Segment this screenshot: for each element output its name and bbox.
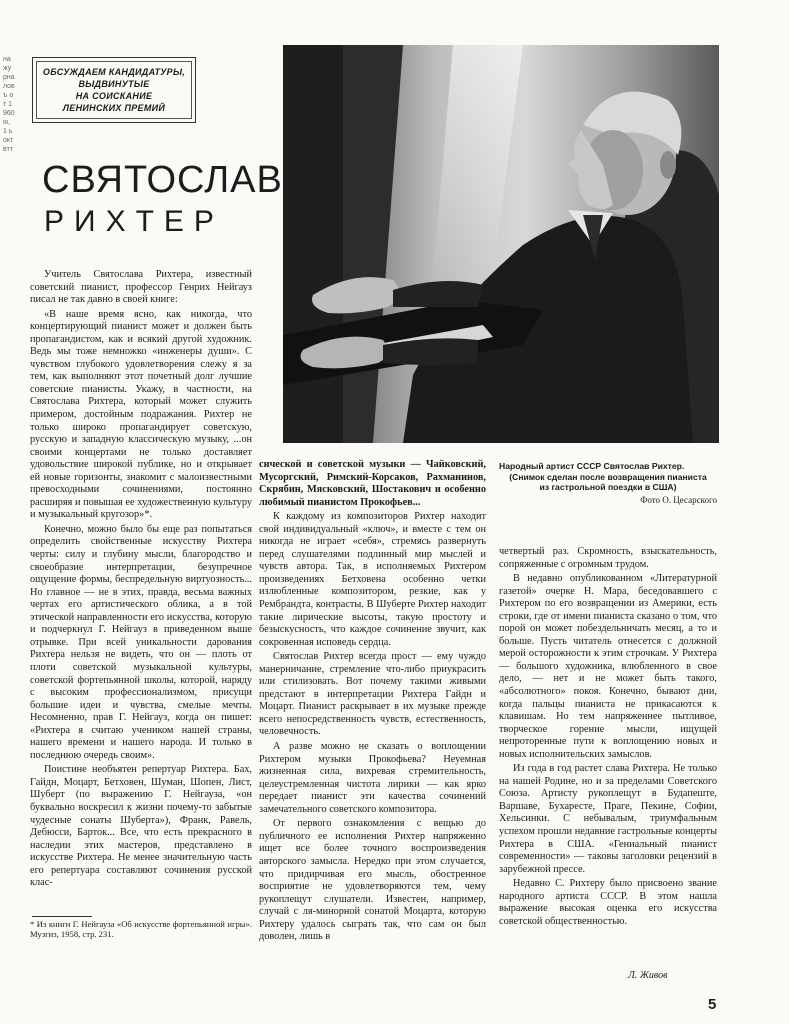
edge-stray-marks: на журналовъ от 1960 ю, 1 ьокт втт <box>3 56 15 153</box>
page-number: 5 <box>708 996 717 1013</box>
paragraph: Учитель Святослава Рихтера, известный советский пианист, профессор Генрих Нейгауз писал не так давно в своей книге: <box>30 269 252 306</box>
paragraph: А разве можно не сказать о воплощении Рихтером музыки Прокофьева? Неуемная жизненная сила, вихревая стремительность, целеустремленная чистота лирики — как ярко передает пианист эти качества сочинений замечательного советского композитора. <box>259 741 486 815</box>
article-title-first-name: СВЯТОСЛАВ <box>42 159 283 201</box>
rubric-line: НА СОИСКАНИЕ <box>75 91 153 101</box>
paragraph: В недавно опубликованном «Литературной газетой» очерке Н. Мара, беседовавшего с Рихтером по его возвращении из Америки, есть строки, где от имени пианиста сказано о том, что порой он может побездельничать месяц, а то и больше. Пусть читатель отнесется с должной мерой осторожности к этим строчкам. У Рихтера — большого художника, влюбленного в свое дело, — нет и не может быть такого, «абсолютного» покоя. Конечно, бывают дни, когда пальцы пианиста не прикасаются к клавишам. Но тем напряженнее пытливое, творческое горение мысли, ищущей непроторенные пути к воплощению новых и новых исполнительских замыслов. <box>499 573 717 760</box>
author-signature: Л. Живов <box>628 970 668 981</box>
paragraph: Из года в год растет слава Рихтера. Не только на нашей Родине, но и за пределами Советского Союза. Артисту рукоплещут в Будапеште, Варшаве, Бухаресте, Праге, Пекине, Софии, Хельсинки. С небывалым, триумфальным успехом прошли недавние гастрольные концерты Рихтера в США. «Гениальный пианист современности» — таковы заголовки рецензий в зарубежной прессе. <box>499 763 717 875</box>
rubric-box <box>32 57 196 123</box>
footnote-rule <box>32 916 92 917</box>
paragraph: Поистине необъятен репертуар Рихтера. Бах, Гайдн, Моцарт, Бетховен, Шуман, Шопен, Лист, Шуберт (по выражению Г. Нейгауза, «он буквально воскресил к жизни почему-то забытые чудесные сонаты Шуберта»), Франк, Равель, Дебюсси, Барток... Все, что есть прекрасного в наследии этих мастеров, представлено в искусстве Рихтера. Не менее значительную часть его репертуара составляют сочинения русской клас- <box>30 764 252 889</box>
photo-credit: Фото О. Цесарского <box>640 494 717 505</box>
caption-note-line2: из гастрольной поездки в США) <box>539 482 677 492</box>
article-column-2 <box>259 459 486 946</box>
rubric-inner <box>36 61 192 119</box>
article-column-1 <box>30 269 252 892</box>
rubric-line: ВЫДВИНУТЫЕ <box>78 79 150 89</box>
quote-paragraph: «В наше время ясно, как никогда, что концертирующий пианист может и должен быть пропагандистом, как и всякий другой художник. Ведь мы тоже немножко «инженеры души». С чувством глубокого удовлетворения слежу я за тем, как выполняют этот почетный долг лучшие советские пианисты. Укажу, в частности, на Святослава Рихтера, который может служить примером, достойным подражания. Рихтер не только широко пропагандирует советскую, русскую и западную классическую музыку, ...он своими концертами не только доставляет удовольствие широкой публике, но и открывает ей новые горизонты, знакомит с малоизвестными превосходными сочинениями, постоянно расширяя и повышая ее художественную культуру и музыкальный кругозор»*. <box>30 308 252 521</box>
paragraph: Конечно, можно было бы еще раз попытаться определить свойственные искусству Рихтера черты: силу и глубину мысли, благородство и своеобразие интерпретации, безупречное ощущение формы, беспредельную виртуозность... Но главное — не в этих, правда, весьма важных чертах его артистического облика, а в той этической направленности его искусства, которую и подчеркнул Г. Нейгауз в приведенном выше отрывке. При всей уникальности дарования Рихтера нельзя не видеть, что он — плоть от плоти советской музыкальной культуры, советской фортепьянной школы, которой, наряду с высоким профессионализмом, присущи большие идеи и чувства, смелые мечты. Несомненно, прав Г. Нейгауз, когда он пишет: «Рихтера я считаю учеником нашей страны, нашего времени и нашего народа. И только в последнюю очередь своим». <box>30 523 252 761</box>
paragraph: К каждому из композиторов Рихтер находит свой индивидуальный «ключ», и вместе с тем он никогда не играет «себя», стремясь развернуть перед слушателями подлинный мир мыслей и чувств автора. Так, в исполняемых Рихтером произведениях Бетховена особенно четки излюбленные композитором, резкие, как у Рембрандта, контрасты. В Шуберте Рихтер находит такие лирические высоты, такую простоту и безыскусность, что каждое сочинение звучит, как сокровенная исповедь сердца. <box>259 511 486 648</box>
paragraph: От первого ознакомления с вещью до публичного ее исполнения Рихтер напряженно ищет все более точного воспроизведения авторского замысла. Нередко при этом случается, что придирчивая его мысль, обостренное восприятие не удовлетворяются тем, чему рукоплещут слушатели. Известен, например, случай с ля-минорной сонатой Моцарта, которую Рихтеру удалось сыграть так, что сам он был доволен, лишь в <box>259 818 486 943</box>
portrait-photo <box>283 45 719 443</box>
pianist-portrait-image <box>283 45 719 443</box>
paragraph-continued: сической и советской музыки — Чайковский, Мусоргский, Римский-Корсаков, Рахманинов, Скрябин, Мясковский, Шостакович и особенно любимый пианистом Прокофьев... <box>259 459 486 508</box>
paragraph-continued: четвертый раз. Скромность, взыскательность, сопряженные с огромным трудом. <box>499 546 717 570</box>
paragraph: Недавно С. Рихтеру было присвоено звание народного артиста СССР. В этом нашла выражение высокая оценка его искусства советской общественностью. <box>499 878 717 927</box>
paragraph: Святослав Рихтер всегда прост — ему чуждо манерничание, стремление что-либо приукрасить или стилизовать. Вот почему такими живыми предстают в интерпретации Рихтера Гайдн и Моцарт. Пианист раскрывает в их музыке прежде всего непосредственность чувств, естественность, человечность. <box>259 651 486 738</box>
rubric-line: ОБСУЖДАЕМ КАНДИДАТУРЫ, <box>42 67 186 77</box>
rubric-line: ЛЕНИНСКИХ ПРЕМИЙ <box>62 103 166 113</box>
caption-note-line1: (Снимок сделан после возвращения пианиста <box>509 471 707 482</box>
photo-caption <box>499 461 717 505</box>
footnote: * Из книги Г. Нейгауза «Об искусстве фортепьянной игры». Музгиз, 1958, стр. 231. <box>30 919 252 939</box>
caption-title: Народный артист СССР Святослав Рихтер. <box>499 461 685 471</box>
article-title-last-name: РИХТЕР <box>44 205 224 238</box>
article-column-3 <box>499 546 717 930</box>
